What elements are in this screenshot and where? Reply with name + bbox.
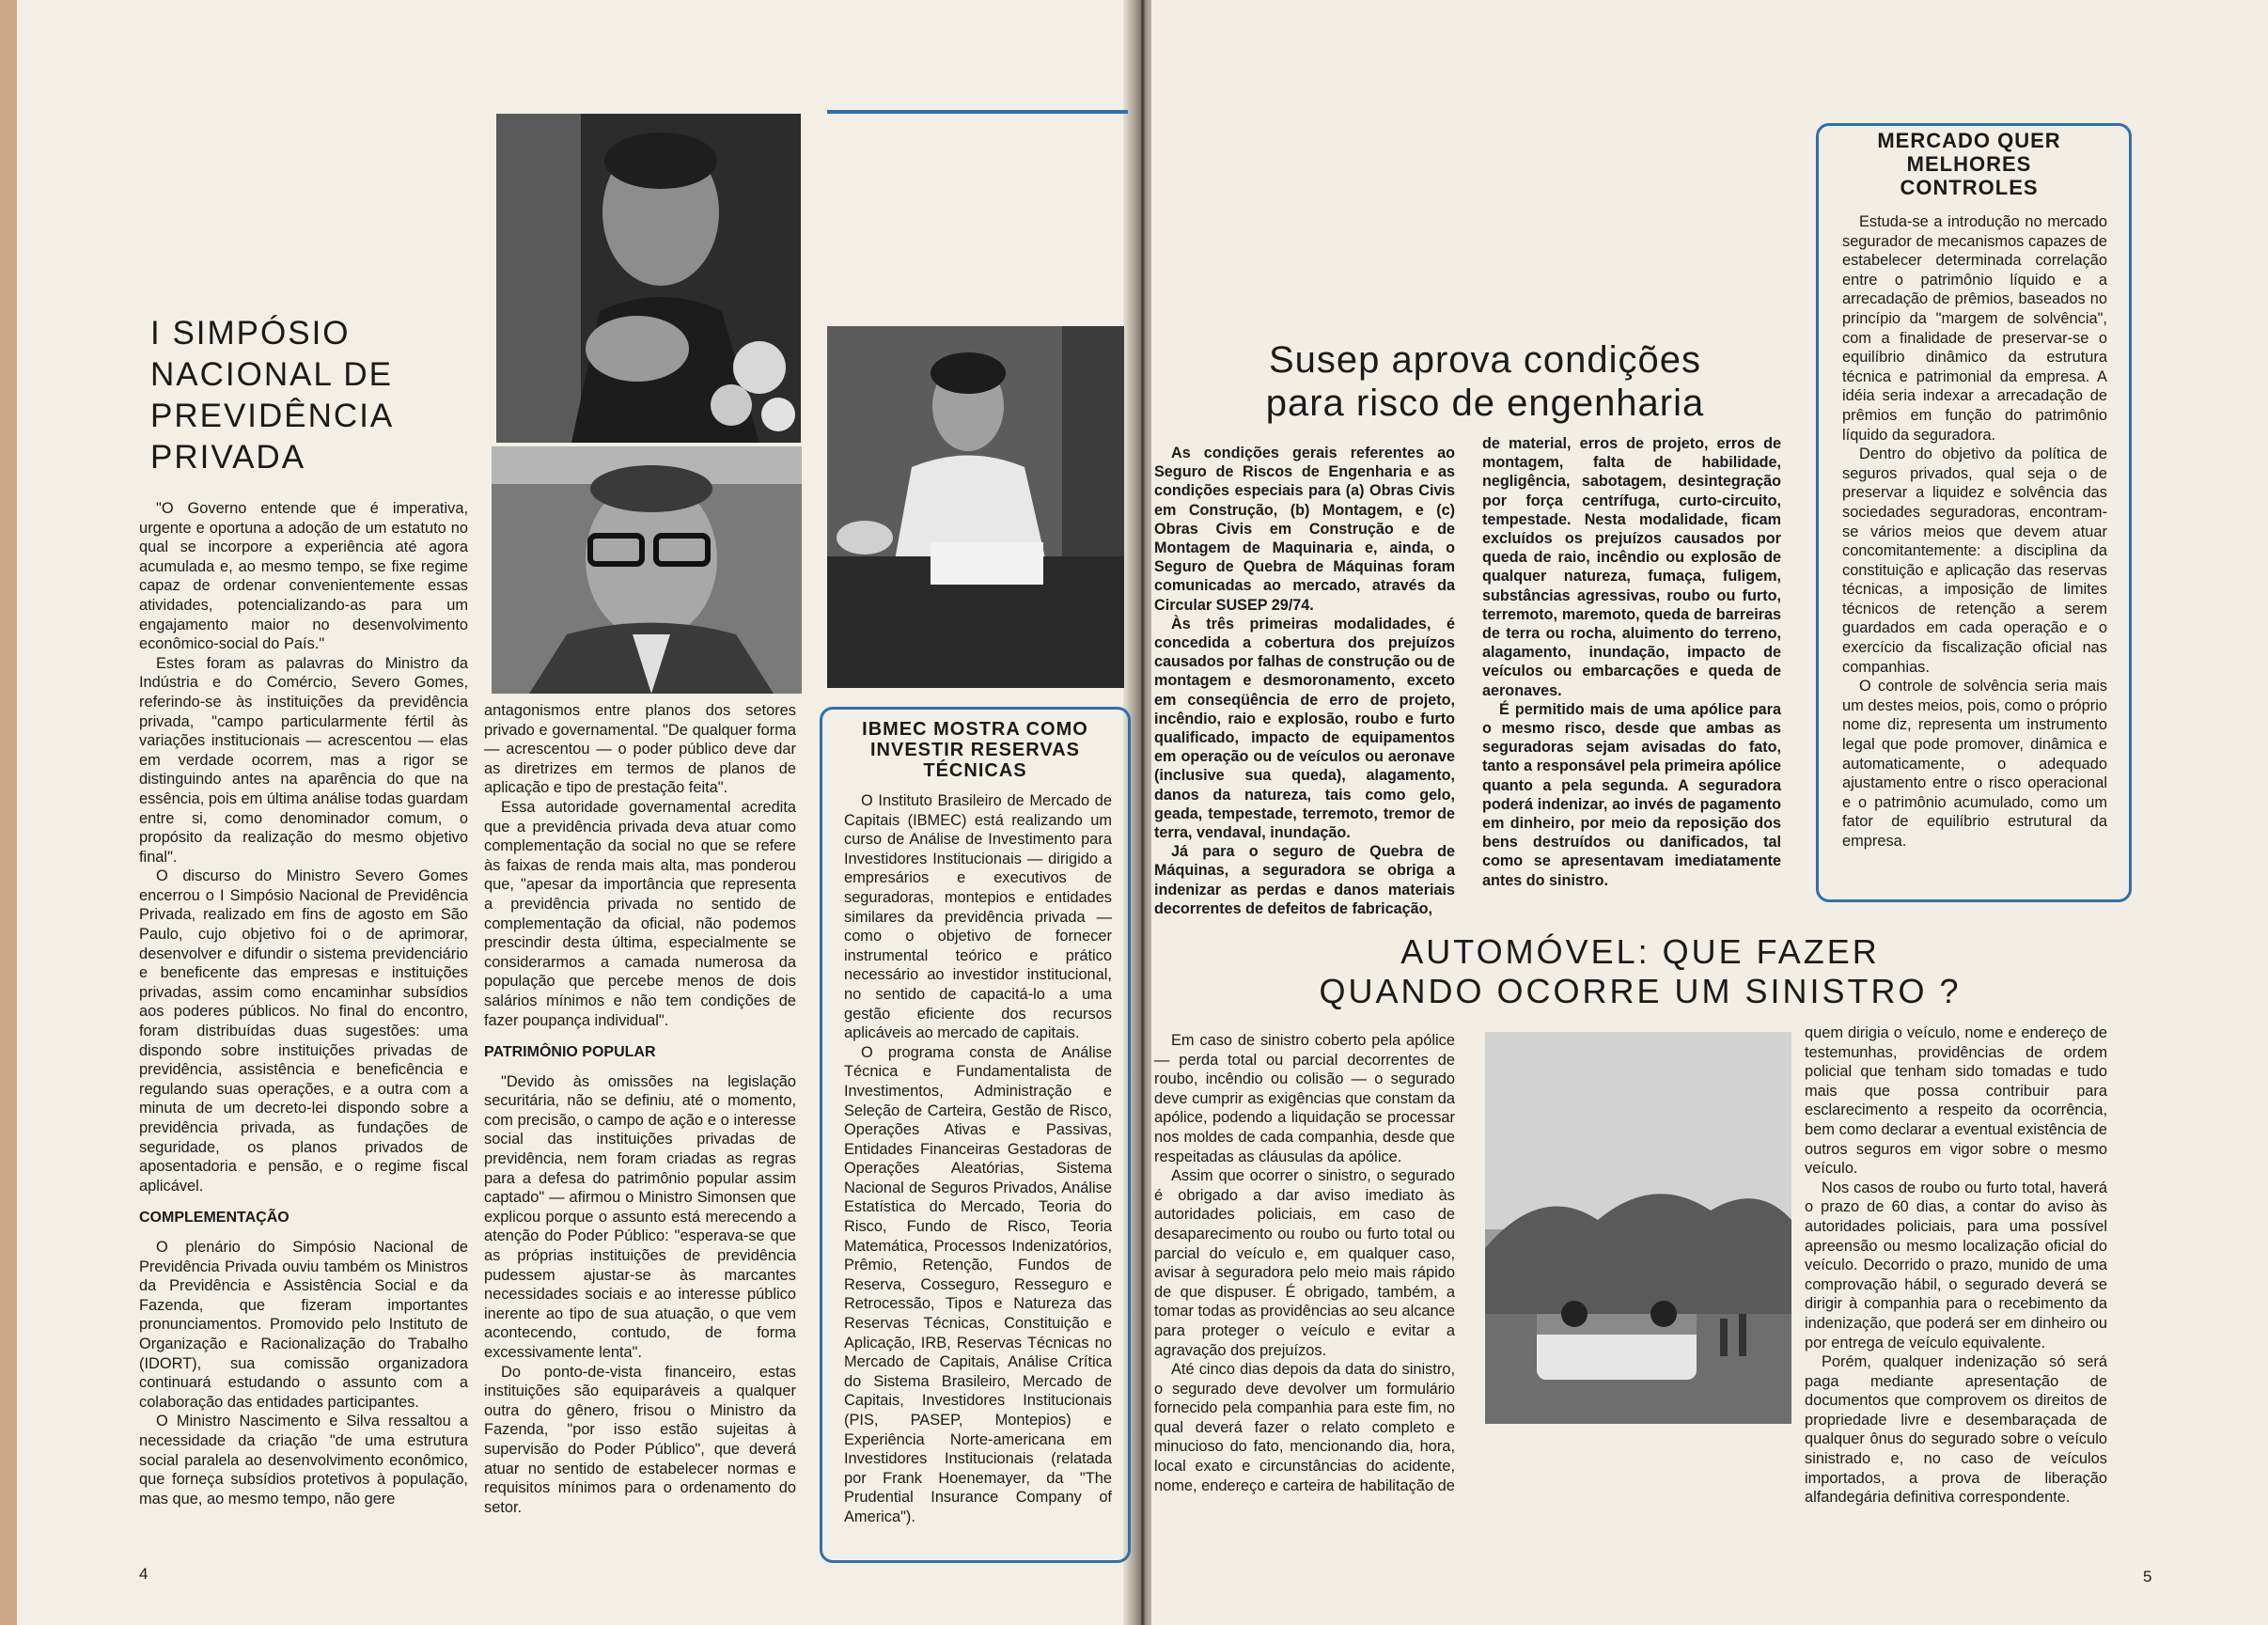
photo-overturned-van [1485, 1032, 1791, 1424]
mercado-paragraph: O controle de solvência seria mais um destes meios, pois, como o próprio nome diz, representa um instrumento legal que pode promover, dinâmica e automaticamente, o adequado ajustamento entre o risco operacional e o patrimônio acumulado, como um fator de equilíbrio estrutural da empresa. [1842, 678, 2107, 850]
simposio-column-1 [139, 499, 468, 1508]
auto-title [1288, 932, 1993, 1011]
susep-paragraph: de material, erros de projeto, erros de montagem, falta de habilidade, negligência, sabotagem, desintegração por força centrífuga, curto-circuito, tempestade. Nesta modalidade, ficam excluídos os prejuízos causados por queda de raio, incêndio ou explosão de qualquer natureza, fumaça, fuligem, substâncias agressivas, roubo ou furto, terremoto, maremoto, queda de barreiras de terra ou rocha, aluimento do terreno, alagamento, inundação, impacto de veículos ou embarcações e queda de aeronaves. [1482, 435, 1781, 699]
subhead-patrimonio-popular: PATRIMÔNIO POPULAR [484, 1044, 656, 1061]
auto-title-line-1: AUTOMÓVEL: QUE FAZER [1400, 932, 1880, 971]
photo-man-with-cigarette [496, 114, 801, 443]
ibmec-text [844, 791, 1112, 1527]
auto-paragraph: Porém, qualquer indenização só será paga mediante apresentação de documentos que comprovem os direitos de propriedade livre e desembaraçada de qualquer ônus do segurado sobre o veículo sinistrado e, no caso de veículos importados, a prova de liberação alfandegária definitiva correspondente. [1805, 1353, 2107, 1507]
susep-paragraph: É permitido mais de uma apólice para o mesmo risco, desde que ambas as seguradoras sejam avisadas do fato, tanto a responsável pela primeira apólice quanto a pela segunda. A seguradora poderá indenizar, ao invés de pagamento em dinheiro, por meio da reposição dos bens destruídos ou danificados, tal como se apresentavam imediatamente antes do sinistro. [1482, 700, 1781, 889]
simposio-paragraph: Essa autoridade governamental acredita que a previdência privada deva atuar como complementação da social no que se refere às faixas de renda mais alta, mas ponderou que, "apesar da importância que representa a previdência privada no sentido de complementação da oficial, não podemos prescindir desta última, especialmente se considerarmos a camada numerosa da população que percebe menos de dois salários mínimos e não tem condições de fazer poupança individual". [484, 798, 796, 1029]
auto-paragraph: Nos casos de roubo ou furto total, haverá o prazo de 60 dias, a contar do aviso às autoridades policiais, para uma possível apreensão ou mesmo localização oficial do veículo. Decorrido o prazo, munido de uma comprovação hábil, o segurado deverá se dirigir à companhia para o recebimento da indenização, que poderá ser em dinheiro ou por entrega de veículo equivalente. [1805, 1179, 2107, 1352]
mercado-title: MERCADO QUER MELHORES CONTROLES [1877, 129, 2061, 199]
subhead-complementacao: COMPLEMENTAÇÃO [139, 1210, 289, 1227]
ibmec-paragraph: O Instituto Brasileiro de Mercado de Capitais (IBMEC) está realizando um curso de Análise de Investimento para Investidores Institucionais — dirigido a empresários e executivos de seguradoras, montepios e entidades similares da previdência privada — como o objetivo de fornecer instrumental teórico e prático necessário ao investidor institucional, no sentido de capacitá-lo a uma gestão eficiente dos recursos aplicáveis ao mercado de capitais. [844, 792, 1112, 1042]
auto-column-2 [1805, 1023, 2107, 1508]
page-number-left: 4 [139, 1565, 149, 1583]
simposio-paragraph: Estes foram as palavras do Ministro da Indústria e do Comércio, Severo Gomes, referindo-se às instituições da previdência privada, "campo particularmente fértil às variações institucionais — acrescentou — elas em verdade ocorrem, mas a rigor se distinguindo antes na aparência do que na essência, pois em última análise todas guardam entre si, como denominador comum, o propósito da realização do mesmo objetivo final". [139, 654, 468, 866]
auto-paragraph: Assim que ocorrer o sinistro, o segurado é obrigado a dar aviso imediato às autoridades policiais, em caso de desaparecimento ou roubo ou furto total ou parcial do veículo e, em qualquer caso, avisar à seguradora pelo meio mais rápido de que dispuser. É obrigado, também, a tomar todas as providências ao seu alcance para proteger o veículo e evitar a agravação dos prejuízos. [1154, 1167, 1455, 1359]
susep-column-2 [1482, 434, 1781, 890]
auto-paragraph: quem dirigia o veículo, nome e endereço de testemunhas, providências de ordem policial que tenham sido tomadas e tudo mais que possa contribuir para esclarecimento a respeito da ocorrência, bem como declarar a eventual existência de outros seguros em vigor sobre o mesmo veículo. [1805, 1024, 2107, 1178]
auto-title-line-2: QUANDO OCORRE UM SINISTRO ? [1319, 972, 1962, 1010]
mercado-paragraph: Dentro do objetivo da política de seguros privados, qual seja o de preservar a liquidez e solvência das sociedades seguradoras, encontram-se vários meios que devem atuar concomitantemente: a disciplina da constituição e aplicação das reservas técnicas, a imposição de limites técnicos de retenção a serem guardados em cada operação e o exercício da fiscalização oficial nas companhias. [1842, 445, 2107, 676]
susep-paragraph: Já para o seguro de Quebra de Máquinas, a seguradora se obriga a indenizar as perdas e danos materiais decorrentes de defeitos de fabricação, [1154, 843, 1455, 917]
page-number-right: 5 [2143, 1568, 2152, 1586]
simposio-paragraph: O plenário do Simpósio Nacional de Previdência Privada ouviu também os Ministros da Previdência e Assistência Social e da Fazenda, que fizeram importantes pronunciamentos. Promovido pelo Instituto de Organização e Racionalização do Trabalho (IDORT), sua comissão organizadora continuará estudando o assunto com a colaboração das entidades participantes. [139, 1238, 468, 1411]
susep-title-line-2: para risco de engenharia [1265, 383, 1705, 424]
photo-man-with-glasses [492, 446, 802, 694]
simposio-column-2 [484, 701, 796, 1517]
simposio-paragraph: "O Governo entende que é imperativa, urgente e oportuna a adoção de um estatuto no qual se incorpore a experiência até agora acumulada e, ao mesmo tempo, se fixe regime capaz de ordenar convenientemente essas atividades, potencializando-as para um engajamento maior no desenvolvimento econômico-social do País." [139, 500, 468, 653]
simposio-paragraph: O discurso do Ministro Severo Gomes encerrou o I Simpósio Nacional de Previdência Privada, realizado em fins de agosto em São Paulo, cujo objetivo foi o de aprimorar, desenvolver e difundir o sistema previdenciário e beneficente das empresas e instituições privadas, assim como encaminhar subsídios aos poderes públicos. No final do encontro, foram distribuídas duas sugestões: uma dispondo sobre instituições privadas de previdência, assistência e beneficência e regulando suas operações, e a outra com a minuta de um decreto-lei dispondo sobre a previdência privada, as fundações de seguridade, os planos privados de aposentadoria e pensão, e o regime fiscal aplicável. [139, 867, 468, 1195]
ibmec-top-rule [827, 110, 1128, 114]
mercado-text [1842, 212, 2107, 852]
auto-paragraph: Até cinco dias depois da data do sinistro, o segurado deve devolver um formulário fornecido pela companhia para este fim, no qual deverá fazer o relato completo e minucioso do fato, mencionando dia, hora, local exato e circunstâncias do acidente, nome, endereço e carteira de habilitação de [1154, 1361, 1455, 1494]
photo-man-at-desk [827, 326, 1124, 688]
simposio-title: I SIMPÓSIO NACIONAL DE PREVIDÊNCIA PRIVADA [150, 315, 393, 476]
susep-column-1 [1154, 444, 1455, 918]
susep-title-line-1: Susep aprova condições [1268, 339, 1702, 381]
ibmec-title: IBMEC MOSTRA COMO INVESTIR RESERVAS TÉCNICAS [862, 719, 1088, 781]
simposio-paragraph: "Devido às omissões na legislação securitária, não se definiu, até o momento, com precisão, o campo de ação e o interesse social das instituições privadas de previdência, nem foram criadas as regras para a defesa do patrimônio popular assim captado" — afirmou o Ministro Simonsen que explicou porque o assunto está merecendo a atenção do Poder Público: "esperava-se que as próprias instituições de previdência pudessem ajustar-se às marcantes necessidades sociais e ao interesse público inerente ao tipo de sua atuação, o que vem acontecendo, contudo, de forma excessivamente lenta". [484, 1072, 796, 1361]
mercado-paragraph: Estuda-se a introdução no mercado segurador de mecanismos capazes de estabelecer determinada correlação entre o patrimônio líquido e a arrecadação de prêmios, baseados no princípio da "margem de solvência", com a finalidade de preservar-se o equilíbrio dinâmico da estrutura técnica e patrimonial da empresa. A idéia seria indexar a arrecadação de prêmios em função do patrimônio líquido da seguradora. [1842, 213, 2107, 444]
auto-column-1 [1154, 1031, 1455, 1495]
simposio-paragraph: Do ponto-de-vista financeiro, estas instituições são equiparáveis a qualquer outra do gênero, frisou o Ministro da Fazenda, "por isso estão sujeitas à supervisão do Poder Público", que deverá atuar no sentido de estabelecer normas e requisitos mínimos para o ordenamento do setor. [484, 1363, 796, 1516]
susep-paragraph: As condições gerais referentes ao Seguro de Riscos de Engenharia e as condições especiais para (a) Obras Civis em Construção, (b) Montagem, e (c) Obras Civis em Construção e de Montagem de Maquinaria e, ainda, o Seguro de Quebra de Máquinas foram comunicadas ao mercado, através da Circular SUSEP 29/74. [1154, 445, 1455, 614]
susep-title [1212, 338, 1758, 425]
book-edge [0, 0, 17, 1625]
simposio-paragraph: antagonismos entre planos dos setores privado e governamental. "De qualquer forma — acrescentou — o poder público deve dar as diretrizes em termos de planos de aplicação e tipo de prestação feita". [484, 702, 796, 797]
auto-paragraph: Em caso de sinistro coberto pela apólice — perda total ou parcial decorrentes de roubo, incêndio ou colisão — o segurado deve cumprir as exigências que constam da apólice, podendo a liquidação se processar nos moldes de cada companhia, desde que respeitadas as cláusulas da apólice. [1154, 1032, 1455, 1165]
susep-paragraph: Às três primeiras modalidades, é concedida a cobertura dos prejuízos causados por falhas de construção ou de montagem e desmoronamento, exceto em conseqüência de erro de projeto, incêndio, raio e explosão, roubo e furto qualificado, impacto de equipamentos em operação ou de veículos ou aeronave (inclusive sua queda), alagamento, danos da natureza, tais como gelo, geada, tempestade, terremoto, tremor de terra, vendaval, inundação. [1154, 615, 1455, 842]
ibmec-paragraph: O programa consta de Análise Técnica e Fundamentalista de Investimentos, Administração e Seleção de Carteira, Gestão de Risco, Operações Ativas e Passivas, Entidades Financeiras Gestadoras de Operações Aleatórias, Sistema Nacional de Seguros Privados, Análise Estatística do Mercado, Teoria do Risco, Fundo de Risco, Teoria Matemática, Processos Indenizatórios, Prêmio, Retenção, Fundos de Reserva, Cosseguro, Resseguro e Retrocessão, Tipos e Natureza das Reservas Técnicas, Constituição e Aplicação, IRB, Reservas Técnicas no Mercado de Capitais, Análise Crítica do Sistema Brasileiro, Mercado de Capitais, Investidores Institucionais (PIS, PASEP, Montepios) e Experiência Norte-americana em Investidores Institucionais (relatada por Frank Hoenemayer, da "The Prudential Insurance Company of America"). [844, 1043, 1112, 1525]
simposio-paragraph: O Ministro Nascimento e Silva ressaltou a necessidade da criação "de uma estrutura social paralela ao desenvolvimento econômico, que forneça subsídios protetivos à população, mas que, ao mesmo tempo, não gere [139, 1413, 468, 1508]
